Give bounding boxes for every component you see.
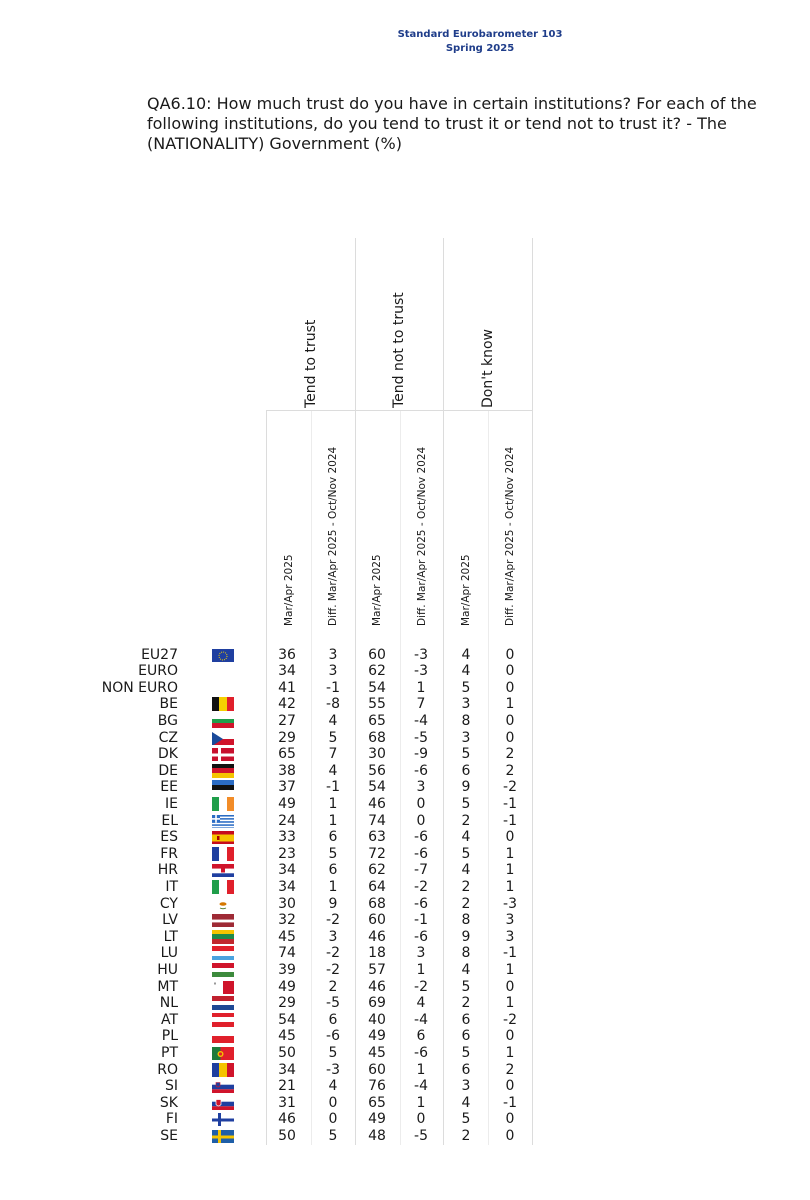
table-row (0, 763, 810, 780)
table-cell: 6 (461, 1011, 471, 1028)
table-cell: 0 (505, 1127, 515, 1144)
table-cell: 8 (461, 712, 471, 729)
country-label: EE (160, 779, 178, 796)
table-row (0, 1012, 810, 1029)
table-cell: 4 (461, 829, 471, 846)
table-cell: 4 (461, 1094, 471, 1111)
table-cell: 2 (461, 895, 471, 912)
table-cell: 5 (461, 978, 471, 995)
table-row (0, 896, 810, 913)
table-cell: 2 (461, 995, 471, 1012)
table-cell: 60 (368, 1061, 386, 1078)
table-cell: -4 (414, 1078, 428, 1095)
table-row (0, 979, 810, 996)
table-cell: -2 (326, 945, 340, 962)
table-cell: 34 (278, 878, 296, 895)
table-cell: 49 (368, 1111, 386, 1128)
table-cell: -2 (326, 912, 340, 929)
eu-flag-icon (212, 648, 234, 662)
portugal-flag-icon (212, 1046, 234, 1060)
table-cell: 4 (416, 995, 426, 1012)
table-cell: 1 (328, 878, 338, 895)
country-label: CY (159, 895, 178, 912)
table-cell: 6 (461, 1028, 471, 1045)
table-cell: 1 (416, 1094, 426, 1111)
romania-flag-icon (212, 1063, 234, 1077)
table-cell: -1 (326, 679, 340, 696)
table-cell: 62 (368, 862, 386, 879)
table-cell: 3 (461, 696, 471, 713)
table-cell: 5 (328, 1044, 338, 1061)
col-header-not-trust-value: Mar/Apr 2025 (371, 554, 383, 626)
table-cell: 1 (416, 961, 426, 978)
table-cell: 3 (416, 779, 426, 796)
table-cell: 0 (416, 1111, 426, 1128)
table-cell: 32 (278, 912, 296, 929)
col-header-dont-know-value: Mar/Apr 2025 (460, 554, 472, 626)
table-row (0, 879, 810, 896)
table-cell: 1 (416, 679, 426, 696)
table-cell: 54 (368, 779, 386, 796)
table-cell: 7 (328, 746, 338, 763)
table-cell: -1 (414, 912, 428, 929)
table-cell: 3 (328, 646, 338, 663)
table-cell: -2 (503, 1011, 517, 1028)
table-cell: 1 (505, 845, 515, 862)
netherlands-flag-icon (212, 996, 234, 1010)
table-cell: 65 (368, 712, 386, 729)
table-cell: 4 (461, 663, 471, 680)
table-cell: 1 (416, 1061, 426, 1078)
table-cell: -6 (414, 829, 428, 846)
table-cell: 49 (368, 1028, 386, 1045)
table-cell: 49 (278, 978, 296, 995)
table-cell: 56 (368, 762, 386, 779)
table-cell: 6 (328, 1011, 338, 1028)
table-cell: 1 (505, 961, 515, 978)
table-cell: 37 (278, 779, 296, 796)
table-cell: 6 (461, 762, 471, 779)
country-label: HU (157, 961, 178, 978)
table-cell: -2 (503, 779, 517, 796)
question-text: QA6.10: How much trust do you have in certain institutions? For each of the following institutions, do you tend to trust it or tend not to trust it? - The (NATIONALITY) Government (%) (147, 94, 757, 153)
table-cell: 2 (328, 978, 338, 995)
table-cell: -8 (326, 696, 340, 713)
table-cell: 0 (505, 1028, 515, 1045)
table-row (0, 1111, 810, 1128)
table-cell: 24 (278, 812, 296, 829)
slovenia-flag-icon (212, 1079, 234, 1093)
table-cell: 23 (278, 845, 296, 862)
table-cell: 0 (328, 1111, 338, 1128)
table-cell: 46 (368, 795, 386, 812)
table-cell: 49 (278, 795, 296, 812)
report-subtitle: Spring 2025 (445, 43, 515, 54)
table-cell: 68 (368, 895, 386, 912)
belgium-flag-icon (212, 697, 234, 711)
table-cell: 5 (461, 1044, 471, 1061)
country-label: LU (160, 945, 178, 962)
table-cell: -2 (326, 961, 340, 978)
table-cell: 1 (505, 878, 515, 895)
latvia-flag-icon (212, 913, 234, 927)
table-cell: 6 (328, 829, 338, 846)
table-cell: 4 (461, 646, 471, 663)
table-cell: -1 (503, 1094, 517, 1111)
table-cell: -4 (414, 1011, 428, 1028)
table-cell: 1 (328, 812, 338, 829)
table-cell: 1 (505, 995, 515, 1012)
table-row (0, 779, 810, 796)
table-cell: 4 (461, 862, 471, 879)
malta-flag-icon (212, 980, 234, 994)
table-cell: -6 (414, 845, 428, 862)
table-cell: 3 (461, 1078, 471, 1095)
table-cell: 46 (368, 928, 386, 945)
header-divider (266, 410, 533, 411)
country-label: HR (157, 862, 178, 879)
table-cell: 2 (505, 746, 515, 763)
table-cell: 40 (368, 1011, 386, 1028)
table-row (0, 1062, 810, 1079)
table-cell: 5 (328, 729, 338, 746)
table-cell: 42 (278, 696, 296, 713)
table-cell: 0 (505, 978, 515, 995)
table-cell: -3 (326, 1061, 340, 1078)
germany-flag-icon (212, 764, 234, 778)
table-cell: 1 (505, 696, 515, 713)
table-row (0, 663, 810, 680)
table-cell: 41 (278, 679, 296, 696)
country-label: DK (158, 746, 178, 763)
country-label: PL (161, 1028, 178, 1045)
table-cell: 29 (278, 995, 296, 1012)
table-cell: 29 (278, 729, 296, 746)
slovakia-flag-icon (212, 1096, 234, 1110)
country-label: BE (159, 696, 178, 713)
table-cell: -4 (414, 712, 428, 729)
table-cell: 5 (461, 1111, 471, 1128)
table-cell: -5 (414, 729, 428, 746)
table-cell: 5 (461, 795, 471, 812)
country-label: FR (160, 845, 178, 862)
table-row (0, 647, 810, 664)
table-cell: 74 (368, 812, 386, 829)
czechia-flag-icon (212, 731, 234, 745)
bulgaria-flag-icon (212, 714, 234, 728)
table-cell: 55 (368, 696, 386, 713)
country-label: PT (161, 1044, 178, 1061)
table-cell: -3 (414, 646, 428, 663)
table-cell: -9 (414, 746, 428, 763)
table-row (0, 1128, 810, 1145)
country-label: EU27 (141, 646, 178, 663)
country-label: SE (160, 1127, 178, 1144)
country-label: LT (163, 928, 178, 945)
table-row (0, 929, 810, 946)
table-cell: 60 (368, 646, 386, 663)
table-cell: 8 (461, 912, 471, 929)
table-cell: 6 (328, 862, 338, 879)
country-label: SI (164, 1078, 178, 1095)
table-cell: 39 (278, 961, 296, 978)
table-cell: 6 (461, 1061, 471, 1078)
country-label: IT (165, 878, 178, 895)
table-cell: 48 (368, 1127, 386, 1144)
table-row (0, 846, 810, 863)
table-cell: 65 (278, 746, 296, 763)
table-cell: -1 (503, 812, 517, 829)
table-cell: 0 (328, 1094, 338, 1111)
table-cell: 76 (368, 1078, 386, 1095)
table-cell: 46 (368, 978, 386, 995)
report-header (0, 28, 810, 56)
group-header-trust: Tend to trust (303, 319, 319, 408)
country-label: NON EURO (101, 679, 178, 696)
table-cell: -2 (414, 878, 428, 895)
table-cell: 0 (505, 712, 515, 729)
table-cell: 45 (368, 1044, 386, 1061)
country-label: EURO (138, 663, 178, 680)
table-cell: 3 (505, 928, 515, 945)
table-cell: 0 (505, 1078, 515, 1095)
country-label: BG (157, 712, 178, 729)
table-cell: 1 (328, 795, 338, 812)
table-row (0, 1045, 810, 1062)
table-cell: 0 (505, 829, 515, 846)
table-cell: 64 (368, 878, 386, 895)
report-title: Standard Eurobarometer 103 (397, 29, 563, 40)
table-cell: 54 (278, 1011, 296, 1028)
table-cell: 5 (328, 1127, 338, 1144)
ireland-flag-icon (212, 797, 234, 811)
estonia-flag-icon (212, 780, 234, 794)
table-cell: 1 (505, 862, 515, 879)
table-cell: 21 (278, 1078, 296, 1095)
table-cell: 50 (278, 1044, 296, 1061)
country-label: LV (162, 912, 178, 929)
table-cell: 33 (278, 829, 296, 846)
table-cell: 8 (461, 945, 471, 962)
table-cell: 4 (328, 1078, 338, 1095)
table-cell: 57 (368, 961, 386, 978)
croatia-flag-icon (212, 863, 234, 877)
table-cell: 45 (278, 1028, 296, 1045)
table-row (0, 813, 810, 830)
table-row (0, 1028, 810, 1045)
country-label: RO (157, 1061, 178, 1078)
table-cell: 72 (368, 845, 386, 862)
table-row (0, 713, 810, 730)
table-cell: 69 (368, 995, 386, 1012)
country-label: NL (159, 995, 178, 1012)
table-cell: 62 (368, 663, 386, 680)
table-cell: -5 (326, 995, 340, 1012)
table-cell: 3 (328, 928, 338, 945)
table-row (0, 680, 810, 697)
col-header-not-trust-diff: Diff. Mar/Apr 2025 - Oct/Nov 2024 (416, 446, 428, 626)
france-flag-icon (212, 847, 234, 861)
table-cell: 34 (278, 1061, 296, 1078)
table-cell: 36 (278, 646, 296, 663)
table-cell: 9 (461, 779, 471, 796)
table-cell: 3 (505, 912, 515, 929)
table-row (0, 995, 810, 1012)
country-label: ES (160, 829, 178, 846)
table-row (0, 912, 810, 929)
country-label: FI (165, 1111, 178, 1128)
table-row (0, 746, 810, 763)
table-cell: 34 (278, 862, 296, 879)
country-label: EL (161, 812, 178, 829)
table-cell: 3 (328, 663, 338, 680)
table-cell: 6 (416, 1028, 426, 1045)
table-cell: -6 (414, 1044, 428, 1061)
table-cell: 5 (461, 679, 471, 696)
table-cell: -3 (503, 895, 517, 912)
table-cell: 5 (328, 845, 338, 862)
col-header-trust-diff: Diff. Mar/Apr 2025 - Oct/Nov 2024 (327, 446, 339, 626)
table-cell: 30 (278, 895, 296, 912)
table-cell: 1 (505, 1044, 515, 1061)
cyprus-flag-icon (212, 897, 234, 911)
group-header-not-trust: Tend not to trust (391, 292, 407, 408)
country-label: AT (160, 1011, 178, 1028)
table-cell: 68 (368, 729, 386, 746)
table-cell: 9 (461, 928, 471, 945)
greece-flag-icon (212, 814, 234, 828)
table-cell: 2 (461, 1127, 471, 1144)
table-cell: 5 (461, 845, 471, 862)
table-cell: 3 (461, 729, 471, 746)
table-cell: 5 (461, 746, 471, 763)
table-cell: 74 (278, 945, 296, 962)
table-cell: 60 (368, 912, 386, 929)
table-cell: -2 (414, 978, 428, 995)
table-cell: 4 (461, 961, 471, 978)
table-cell: 0 (505, 1111, 515, 1128)
table-cell: -6 (414, 895, 428, 912)
table-row (0, 862, 810, 879)
table-cell: -1 (326, 779, 340, 796)
table-cell: -3 (414, 663, 428, 680)
table-cell: 18 (368, 945, 386, 962)
table-cell: -5 (414, 1127, 428, 1144)
austria-flag-icon (212, 1013, 234, 1027)
table-cell: 31 (278, 1094, 296, 1111)
table-cell: 2 (461, 812, 471, 829)
table-row (0, 962, 810, 979)
table-cell: 2 (505, 762, 515, 779)
table-row (0, 945, 810, 962)
table-cell: 63 (368, 829, 386, 846)
table-cell: 7 (416, 696, 426, 713)
hungary-flag-icon (212, 963, 234, 977)
col-header-trust-value: Mar/Apr 2025 (283, 554, 295, 626)
table-row (0, 829, 810, 846)
luxembourg-flag-icon (212, 946, 234, 960)
table-cell: 0 (416, 795, 426, 812)
country-label: MT (157, 978, 178, 995)
table-cell: 0 (505, 663, 515, 680)
country-label: SK (159, 1094, 178, 1111)
country-label: CZ (158, 729, 178, 746)
table-cell: 2 (461, 878, 471, 895)
table-cell: 2 (505, 1061, 515, 1078)
table-row (0, 1078, 810, 1095)
table-cell: 65 (368, 1094, 386, 1111)
table-cell: 38 (278, 762, 296, 779)
table-cell: -1 (503, 795, 517, 812)
table-cell: -6 (414, 762, 428, 779)
table-cell: 0 (505, 729, 515, 746)
lithuania-flag-icon (212, 930, 234, 944)
table-cell: 9 (328, 895, 338, 912)
sweden-flag-icon (212, 1129, 234, 1143)
denmark-flag-icon (212, 747, 234, 761)
table-row (0, 796, 810, 813)
italy-flag-icon (212, 880, 234, 894)
table-row (0, 730, 810, 747)
table-cell: 45 (278, 928, 296, 945)
table-cell: 30 (368, 746, 386, 763)
table-cell: 27 (278, 712, 296, 729)
table-row (0, 696, 810, 713)
table-cell: 54 (368, 679, 386, 696)
country-label: IE (165, 795, 178, 812)
table-cell: 46 (278, 1111, 296, 1128)
table-cell: -6 (414, 928, 428, 945)
col-header-dont-know-diff: Diff. Mar/Apr 2025 - Oct/Nov 2024 (504, 446, 516, 626)
country-label: DE (158, 762, 178, 779)
table-cell: -1 (503, 945, 517, 962)
table-cell: 0 (416, 812, 426, 829)
table-cell: 50 (278, 1127, 296, 1144)
table-cell: 3 (416, 945, 426, 962)
group-header-dont-know: Don't know (480, 328, 496, 408)
table-cell: 0 (505, 679, 515, 696)
table-cell: -7 (414, 862, 428, 879)
table-cell: -6 (326, 1028, 340, 1045)
table-cell: 4 (328, 712, 338, 729)
table-cell: 34 (278, 663, 296, 680)
spain-flag-icon (212, 830, 234, 844)
table-cell: 0 (505, 646, 515, 663)
table-cell: 4 (328, 762, 338, 779)
finland-flag-icon (212, 1112, 234, 1126)
table-row (0, 1095, 810, 1112)
poland-flag-icon (212, 1029, 234, 1043)
